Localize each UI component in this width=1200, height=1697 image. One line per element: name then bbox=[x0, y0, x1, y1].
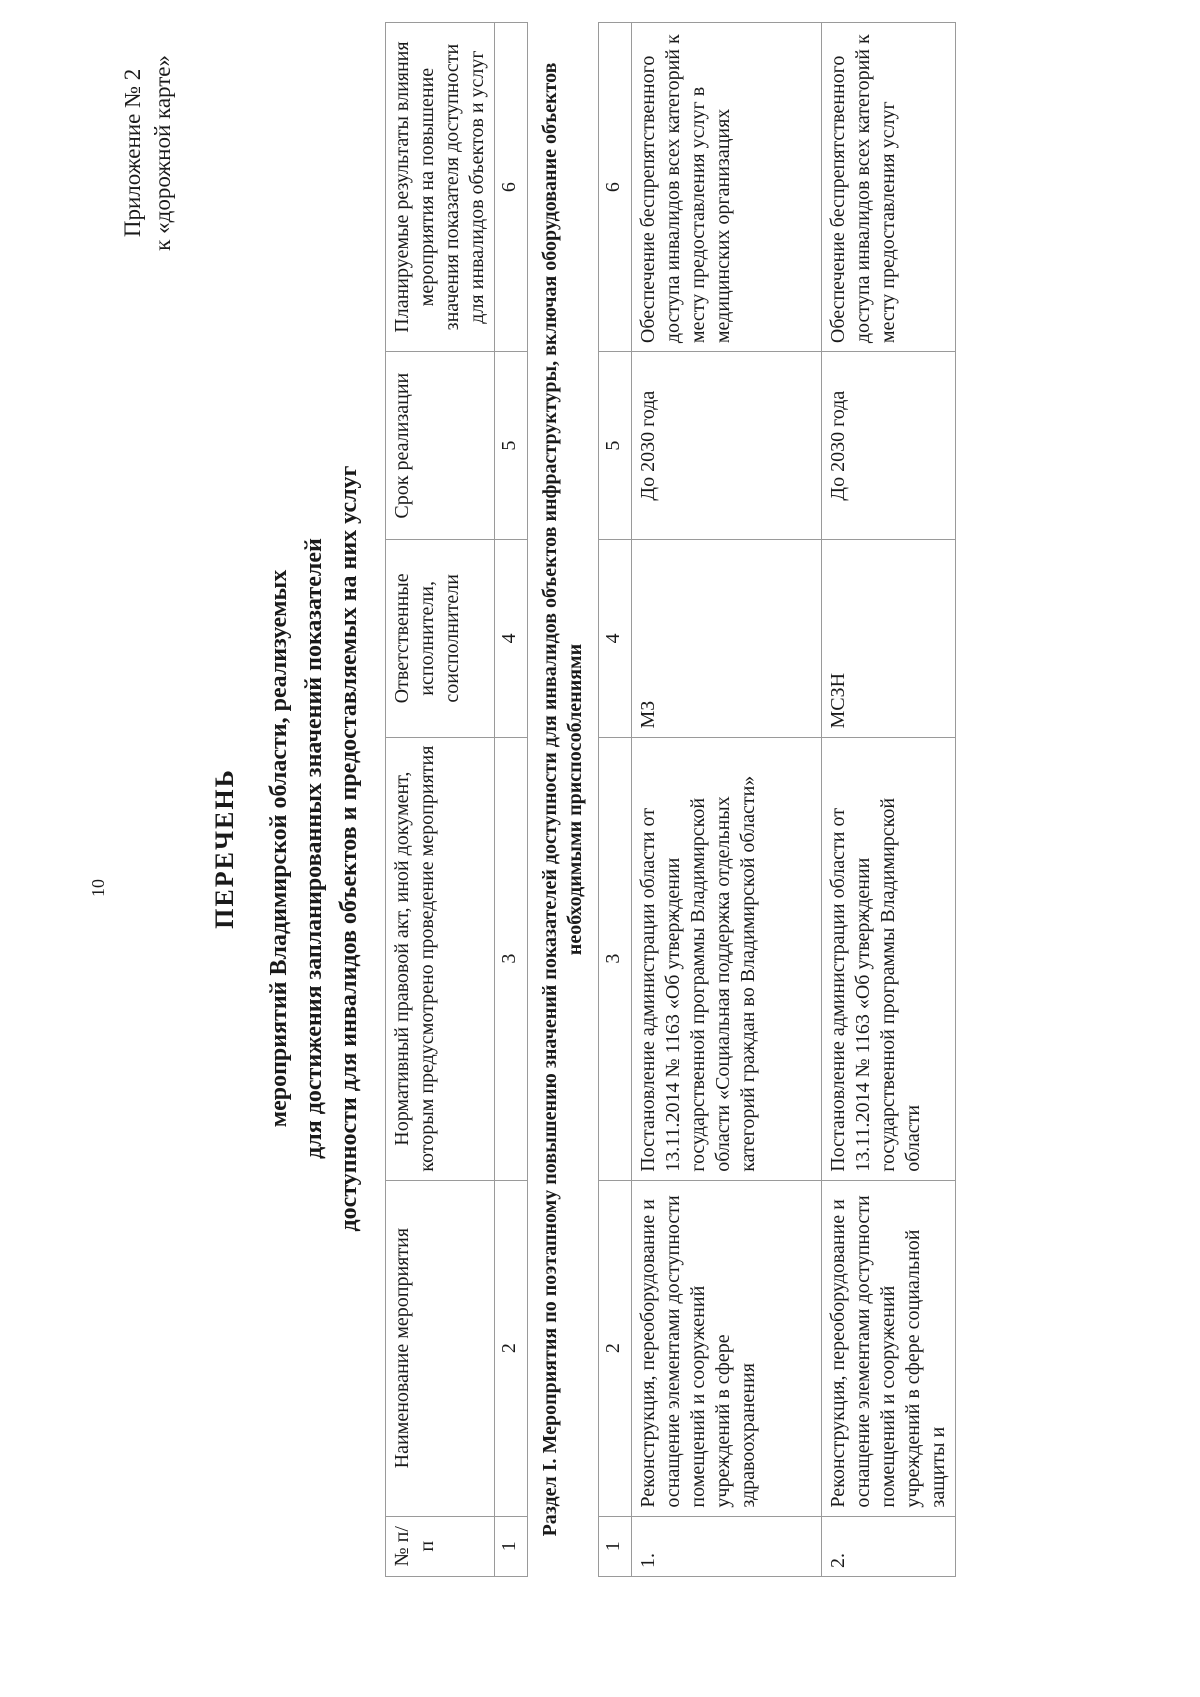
row-number: 2. bbox=[822, 1516, 956, 1576]
subtitle-line-2: для достижения запланированных значений показателей bbox=[301, 538, 327, 1159]
section-title: Раздел I. Мероприятия по поэтапному повышению значений показателей доступности для инвалидов объектов инфраструктуры, включая оборудование объектов необходимыми приспособлениями bbox=[528, 23, 599, 1577]
column-number: 6 bbox=[599, 23, 632, 352]
table-header-row bbox=[386, 23, 495, 1577]
table-row bbox=[822, 23, 956, 1577]
header-executors: Ответственные исполнители, соисполнители bbox=[386, 540, 495, 737]
column-number: 1 bbox=[495, 1516, 528, 1576]
subtitle-line-3: доступности для инвалидов объектов и предоставляемых на них услуг bbox=[336, 465, 362, 1232]
appendix-note bbox=[118, 55, 178, 251]
page-number: 10 bbox=[88, 879, 108, 897]
appendix-line-1: Приложение № 2 bbox=[120, 68, 145, 238]
subtitle-line-1: мероприятий Владимирской области, реализуемых bbox=[266, 569, 292, 1128]
section-row bbox=[528, 23, 599, 1577]
row-executors: МЗ bbox=[632, 540, 822, 737]
row-legal-act: Постановление администрации области от 13.11.2014 № 1163 «Об утверждении государственной программы Владимирской области bbox=[822, 737, 956, 1180]
row-planned-result: Обеспечение беспрепятственного доступа инвалидов всех категорий к месту предоставления услуг bbox=[822, 23, 956, 352]
row-planned-result: Обеспечение беспрепятственного доступа инвалидов всех категорий к месту предоставления услуг в медицинских организациях bbox=[632, 23, 822, 352]
header-deadline: Срок реализации bbox=[386, 352, 495, 540]
column-number: 6 bbox=[495, 23, 528, 352]
header-planned-results: Планируемые результаты влияния мероприятия на повышение значения показателя доступности для инвалидов объектов и услуг bbox=[386, 23, 495, 352]
column-number-row bbox=[495, 23, 528, 1577]
column-number: 3 bbox=[495, 737, 528, 1180]
column-number: 2 bbox=[495, 1180, 528, 1516]
column-number: 4 bbox=[599, 540, 632, 737]
measures-table bbox=[385, 22, 956, 1577]
row-deadline: До 2030 года bbox=[632, 352, 822, 540]
row-legal-act: Постановление администрации области от 13.11.2014 № 1163 «Об утверждении государственной программы Владимирской области «Социальная поддержка отдельных категорий граждан во Владимирской области» bbox=[632, 737, 822, 1180]
column-number: 4 bbox=[495, 540, 528, 737]
row-measure-name: Реконструкция, переоборудование и оснащение элементами доступности помещений и сооружений учреждений в сфере здравоохранения bbox=[632, 1180, 822, 1516]
table-row bbox=[632, 23, 822, 1577]
row-executors: МСЗН bbox=[822, 540, 956, 737]
row-deadline: До 2030 года bbox=[822, 352, 956, 540]
document-subtitle bbox=[262, 0, 367, 1697]
column-number: 2 bbox=[599, 1180, 632, 1516]
document-title: ПЕРЕЧЕНЬ bbox=[210, 768, 239, 929]
header-legal-act: Нормативный правовой акт, иной документ, которым предусмотрено проведение мероприятия bbox=[386, 737, 495, 1180]
row-measure-name: Реконструкция, переоборудование и оснащение элементами доступности помещений и сооружений учреждений в сфере социальной защиты и bbox=[822, 1180, 956, 1516]
column-number: 1 bbox=[599, 1516, 632, 1576]
column-number: 5 bbox=[495, 352, 528, 540]
row-number: 1. bbox=[632, 1516, 822, 1576]
column-number: 3 bbox=[599, 737, 632, 1180]
header-number: № п/п bbox=[386, 1516, 495, 1576]
appendix-line-2: к «дорожной карте» bbox=[150, 55, 175, 251]
header-measure-name: Наименование мероприятия bbox=[386, 1180, 495, 1516]
column-number: 5 bbox=[599, 352, 632, 540]
column-number-row bbox=[599, 23, 632, 1577]
